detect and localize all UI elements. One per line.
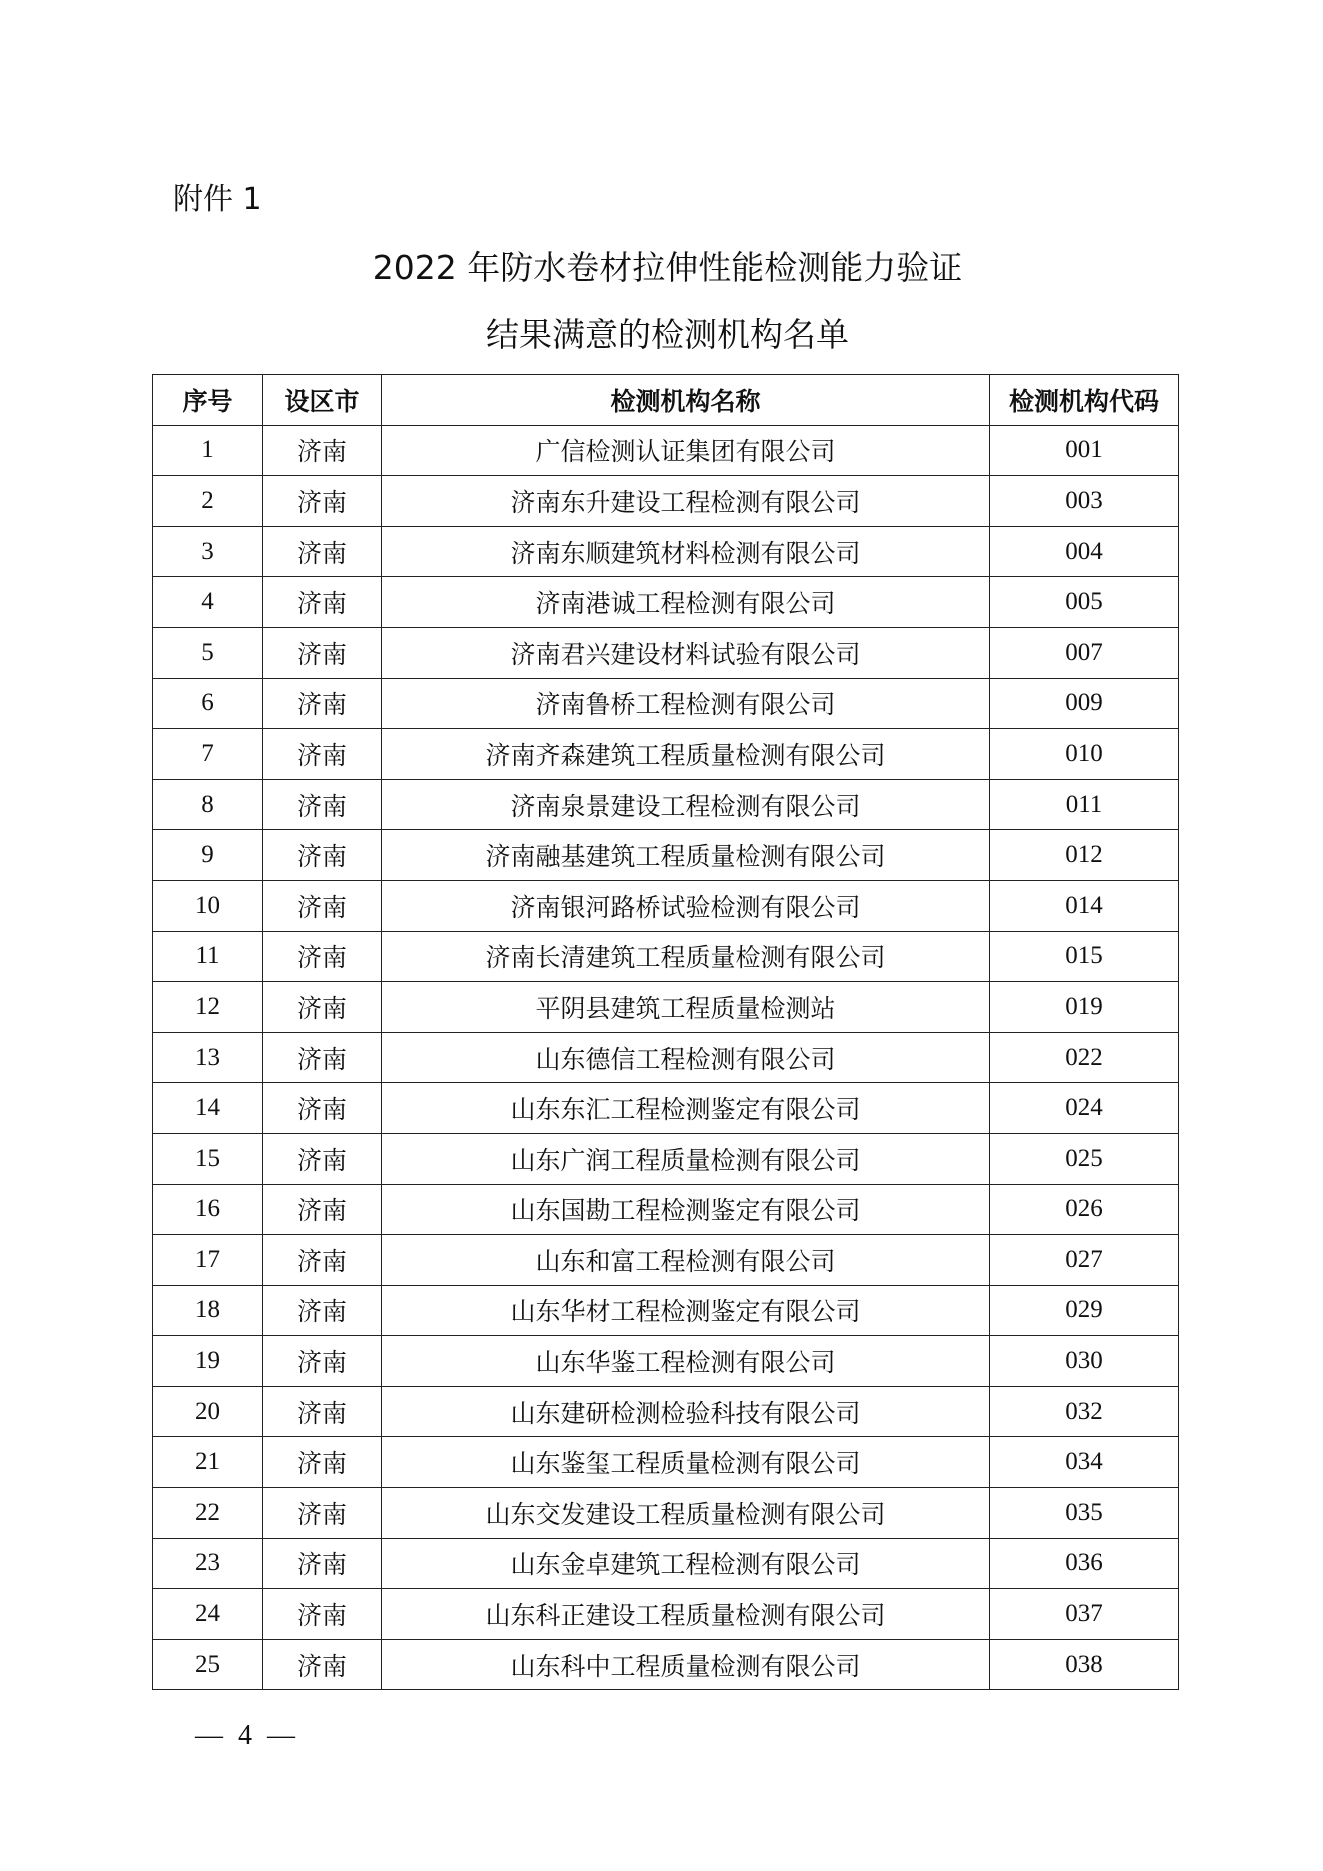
row-city: 济南 bbox=[263, 880, 382, 931]
row-city: 济南 bbox=[263, 1437, 382, 1488]
row-index: 2 bbox=[153, 476, 263, 527]
row-city: 济南 bbox=[263, 830, 382, 881]
row-org-name: 济南鲁桥工程检测有限公司 bbox=[382, 678, 990, 729]
row-org-name: 山东交发建设工程质量检测有限公司 bbox=[382, 1488, 990, 1539]
row-org-name: 山东东汇工程检测鉴定有限公司 bbox=[382, 1083, 990, 1134]
row-index: 23 bbox=[153, 1538, 263, 1589]
row-index: 20 bbox=[153, 1386, 263, 1437]
page-title: 2022 年防水卷材拉伸性能检测能力验证 bbox=[372, 248, 963, 287]
row-index: 21 bbox=[153, 1437, 263, 1488]
row-org-code: 032 bbox=[990, 1386, 1179, 1437]
row-org-name: 济南港诚工程检测有限公司 bbox=[382, 577, 990, 628]
table-row bbox=[153, 627, 1179, 678]
row-org-code: 003 bbox=[990, 476, 1179, 527]
table-row bbox=[153, 880, 1179, 931]
table-row bbox=[153, 526, 1179, 577]
table-row bbox=[153, 1589, 1179, 1640]
attachment-label: 附件 1 bbox=[173, 182, 262, 217]
table-row bbox=[153, 1133, 1179, 1184]
row-org-code: 004 bbox=[990, 526, 1179, 577]
row-org-code: 014 bbox=[990, 880, 1179, 931]
row-city: 济南 bbox=[263, 1133, 382, 1184]
row-index: 19 bbox=[153, 1336, 263, 1387]
row-org-name: 济南君兴建设材料试验有限公司 bbox=[382, 627, 990, 678]
row-index: 1 bbox=[153, 425, 263, 476]
row-org-code: 038 bbox=[990, 1639, 1179, 1690]
row-org-code: 029 bbox=[990, 1285, 1179, 1336]
row-org-code: 001 bbox=[990, 425, 1179, 476]
row-org-name: 广信检测认证集团有限公司 bbox=[382, 425, 990, 476]
row-org-name: 济南东升建设工程检测有限公司 bbox=[382, 476, 990, 527]
table-row bbox=[153, 1285, 1179, 1336]
row-index: 9 bbox=[153, 830, 263, 881]
row-org-name: 山东华鉴工程检测有限公司 bbox=[382, 1336, 990, 1387]
table-row bbox=[153, 1336, 1179, 1387]
row-org-name: 山东国勘工程检测鉴定有限公司 bbox=[382, 1184, 990, 1235]
row-index: 3 bbox=[153, 526, 263, 577]
page-number: — 4 — bbox=[195, 1720, 299, 1751]
row-org-code: 026 bbox=[990, 1184, 1179, 1235]
row-org-name: 济南齐森建筑工程质量检测有限公司 bbox=[382, 729, 990, 780]
row-org-code: 012 bbox=[990, 830, 1179, 881]
row-org-code: 022 bbox=[990, 1032, 1179, 1083]
row-org-code: 034 bbox=[990, 1437, 1179, 1488]
row-city: 济南 bbox=[263, 931, 382, 982]
row-city: 济南 bbox=[263, 678, 382, 729]
row-index: 4 bbox=[153, 577, 263, 628]
row-index: 18 bbox=[153, 1285, 263, 1336]
row-org-code: 025 bbox=[990, 1133, 1179, 1184]
table-row bbox=[153, 729, 1179, 780]
row-city: 济南 bbox=[263, 779, 382, 830]
row-org-name: 济南泉景建设工程检测有限公司 bbox=[382, 779, 990, 830]
row-org-code: 036 bbox=[990, 1538, 1179, 1589]
table-row bbox=[153, 1437, 1179, 1488]
row-index: 7 bbox=[153, 729, 263, 780]
table-row bbox=[153, 678, 1179, 729]
row-org-code: 005 bbox=[990, 577, 1179, 628]
row-org-code: 030 bbox=[990, 1336, 1179, 1387]
table-row bbox=[153, 1032, 1179, 1083]
table-row bbox=[153, 1083, 1179, 1134]
row-org-name: 山东德信工程检测有限公司 bbox=[382, 1032, 990, 1083]
row-index: 17 bbox=[153, 1235, 263, 1286]
row-city: 济南 bbox=[263, 627, 382, 678]
table-row bbox=[153, 982, 1179, 1033]
table-row bbox=[153, 1386, 1179, 1437]
row-city: 济南 bbox=[263, 476, 382, 527]
table-row bbox=[153, 425, 1179, 476]
row-city: 济南 bbox=[263, 1488, 382, 1539]
row-city: 济南 bbox=[263, 1032, 382, 1083]
row-org-name: 山东科正建设工程质量检测有限公司 bbox=[382, 1589, 990, 1640]
row-index: 6 bbox=[153, 678, 263, 729]
row-city: 济南 bbox=[263, 1538, 382, 1589]
row-city: 济南 bbox=[263, 1285, 382, 1336]
row-org-name: 济南银河路桥试验检测有限公司 bbox=[382, 880, 990, 931]
row-index: 8 bbox=[153, 779, 263, 830]
header-city: 设区市 bbox=[263, 375, 382, 426]
row-org-name: 平阴县建筑工程质量检测站 bbox=[382, 982, 990, 1033]
row-index: 16 bbox=[153, 1184, 263, 1235]
row-org-code: 024 bbox=[990, 1083, 1179, 1134]
row-city: 济南 bbox=[263, 1083, 382, 1134]
row-index: 5 bbox=[153, 627, 263, 678]
institution-table bbox=[152, 374, 1179, 1690]
table-row bbox=[153, 1235, 1179, 1286]
row-index: 14 bbox=[153, 1083, 263, 1134]
row-org-code: 010 bbox=[990, 729, 1179, 780]
row-org-code: 035 bbox=[990, 1488, 1179, 1539]
row-city: 济南 bbox=[263, 577, 382, 628]
row-org-name: 山东华材工程检测鉴定有限公司 bbox=[382, 1285, 990, 1336]
table-row bbox=[153, 1488, 1179, 1539]
header-org-code: 检测机构代码 bbox=[990, 375, 1179, 426]
row-city: 济南 bbox=[263, 526, 382, 577]
table-row bbox=[153, 1639, 1179, 1690]
table-row bbox=[153, 1538, 1179, 1589]
table-row bbox=[153, 476, 1179, 527]
row-city: 济南 bbox=[263, 1589, 382, 1640]
header-org-name: 检测机构名称 bbox=[382, 375, 990, 426]
row-index: 12 bbox=[153, 982, 263, 1033]
page-subtitle: 结果满意的检测机构名单 bbox=[486, 315, 849, 354]
row-index: 24 bbox=[153, 1589, 263, 1640]
header-index: 序号 bbox=[153, 375, 263, 426]
row-org-code: 007 bbox=[990, 627, 1179, 678]
row-city: 济南 bbox=[263, 982, 382, 1033]
row-city: 济南 bbox=[263, 1235, 382, 1286]
row-index: 15 bbox=[153, 1133, 263, 1184]
row-org-name: 山东建研检测检验科技有限公司 bbox=[382, 1386, 990, 1437]
row-city: 济南 bbox=[263, 1386, 382, 1437]
row-org-name: 济南长清建筑工程质量检测有限公司 bbox=[382, 931, 990, 982]
table-header-row bbox=[153, 375, 1179, 426]
row-index: 11 bbox=[153, 931, 263, 982]
row-index: 25 bbox=[153, 1639, 263, 1690]
row-city: 济南 bbox=[263, 729, 382, 780]
row-org-code: 009 bbox=[990, 678, 1179, 729]
row-org-name: 山东科中工程质量检测有限公司 bbox=[382, 1639, 990, 1690]
table-row bbox=[153, 830, 1179, 881]
row-city: 济南 bbox=[263, 1336, 382, 1387]
row-org-name: 济南融基建筑工程质量检测有限公司 bbox=[382, 830, 990, 881]
table-row bbox=[153, 779, 1179, 830]
row-org-code: 019 bbox=[990, 982, 1179, 1033]
row-org-code: 037 bbox=[990, 1589, 1179, 1640]
table-row bbox=[153, 577, 1179, 628]
table-row bbox=[153, 1184, 1179, 1235]
row-city: 济南 bbox=[263, 425, 382, 476]
row-org-name: 山东广润工程质量检测有限公司 bbox=[382, 1133, 990, 1184]
row-org-name: 山东和富工程检测有限公司 bbox=[382, 1235, 990, 1286]
row-index: 22 bbox=[153, 1488, 263, 1539]
row-city: 济南 bbox=[263, 1639, 382, 1690]
table-row bbox=[153, 931, 1179, 982]
row-org-code: 015 bbox=[990, 931, 1179, 982]
row-org-code: 027 bbox=[990, 1235, 1179, 1286]
row-index: 10 bbox=[153, 880, 263, 931]
row-org-name: 山东鉴玺工程质量检测有限公司 bbox=[382, 1437, 990, 1488]
row-org-name: 济南东顺建筑材料检测有限公司 bbox=[382, 526, 990, 577]
row-org-code: 011 bbox=[990, 779, 1179, 830]
row-city: 济南 bbox=[263, 1184, 382, 1235]
row-org-name: 山东金卓建筑工程检测有限公司 bbox=[382, 1538, 990, 1589]
row-index: 13 bbox=[153, 1032, 263, 1083]
